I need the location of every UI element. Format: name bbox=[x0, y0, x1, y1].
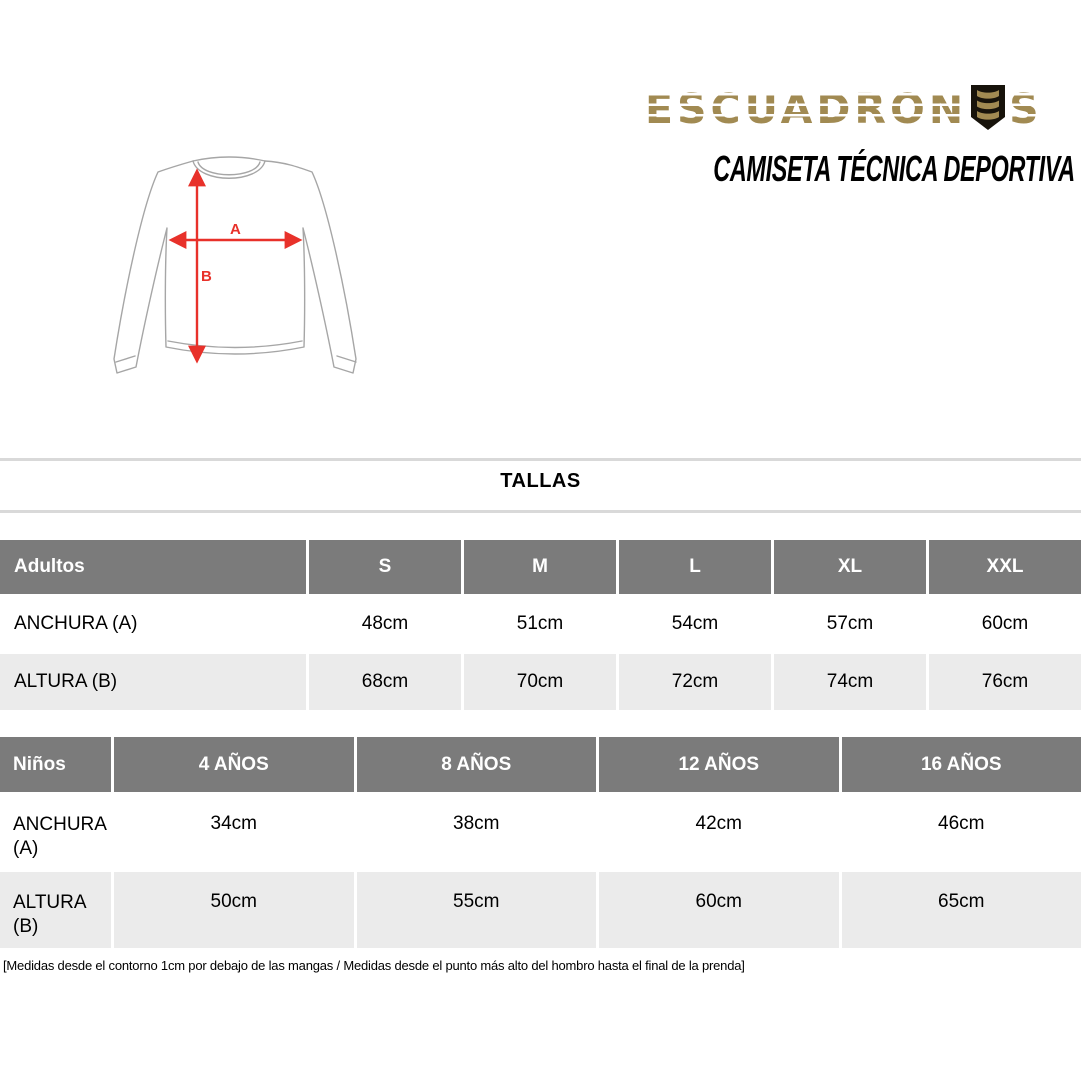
measurement-value: 60cm bbox=[981, 613, 1029, 634]
logo-text-left: ESCUADRON bbox=[645, 85, 968, 133]
row-label: ANCHURA (A) bbox=[13, 814, 106, 859]
row-label: ANCHURA (A) bbox=[14, 613, 138, 635]
kids-height-row bbox=[0, 872, 1081, 948]
measurement-value: 55cm bbox=[357, 872, 597, 948]
measurement-value: 60cm bbox=[599, 872, 839, 948]
kids-size-table bbox=[0, 737, 1081, 950]
measurement-value: 72cm bbox=[619, 654, 771, 710]
measurement-value: 46cm bbox=[938, 813, 985, 834]
measurement-value: 42cm bbox=[695, 813, 742, 834]
adults-table-header-row bbox=[0, 540, 1081, 594]
logo-text-right: S bbox=[1009, 85, 1043, 133]
product-title: CAMISETA TÉCNICA DEPORTIVA bbox=[713, 148, 1075, 189]
kids-table-header-row bbox=[0, 737, 1081, 792]
measurement-value: 50cm bbox=[114, 872, 354, 948]
age-column-header: 12 AÑOS bbox=[599, 737, 839, 792]
age-column-header: 16 AÑOS bbox=[842, 737, 1081, 792]
adults-height-row bbox=[0, 654, 1081, 710]
adults-corner-cell: Adultos bbox=[0, 540, 306, 594]
size-column-header: S bbox=[309, 540, 461, 594]
measurement-footnote: [Medidas desde el contorno 1cm por debajo de las mangas / Medidas desde el punto más alto del hombro hasta el final de la prenda] bbox=[3, 958, 745, 973]
measurement-value: 74cm bbox=[774, 654, 926, 710]
adults-size-table bbox=[0, 540, 1081, 712]
measurement-value: 48cm bbox=[361, 613, 409, 634]
measurement-value: 51cm bbox=[516, 613, 564, 634]
measurement-value: 34cm bbox=[210, 813, 257, 834]
measurement-value: 76cm bbox=[929, 654, 1081, 710]
long-sleeve-shirt-icon bbox=[88, 128, 388, 403]
row-label: ALTURA (B) bbox=[0, 872, 111, 948]
shirt-measurement-diagram bbox=[88, 128, 388, 403]
divider-top bbox=[0, 458, 1081, 461]
row-label: ALTURA (B) bbox=[0, 654, 306, 710]
width-arrow-label: A bbox=[230, 221, 241, 238]
divider-bottom bbox=[0, 510, 1081, 513]
kids-corner-cell: Niños bbox=[0, 737, 111, 792]
age-column-header: 8 AÑOS bbox=[357, 737, 597, 792]
section-title-tallas: TALLAS bbox=[500, 470, 581, 492]
age-column-header: 4 AÑOS bbox=[114, 737, 354, 792]
measurement-value: 54cm bbox=[671, 613, 719, 634]
size-column-header: L bbox=[619, 540, 771, 594]
size-column-header: XL bbox=[774, 540, 926, 594]
adults-width-row bbox=[0, 596, 1081, 652]
kids-width-row bbox=[0, 794, 1081, 870]
measurement-value: 65cm bbox=[842, 872, 1081, 948]
brand-block bbox=[645, 84, 1075, 190]
size-column-header: XXL bbox=[929, 540, 1081, 594]
chevron-shield-icon bbox=[970, 84, 1006, 132]
height-arrow-label: B bbox=[201, 268, 212, 285]
measurement-value: 68cm bbox=[309, 654, 461, 710]
measurement-value: 57cm bbox=[826, 613, 874, 634]
size-column-header: M bbox=[464, 540, 616, 594]
brand-logo bbox=[645, 84, 1043, 134]
measurement-value: 70cm bbox=[464, 654, 616, 710]
measurement-value: 38cm bbox=[453, 813, 500, 834]
